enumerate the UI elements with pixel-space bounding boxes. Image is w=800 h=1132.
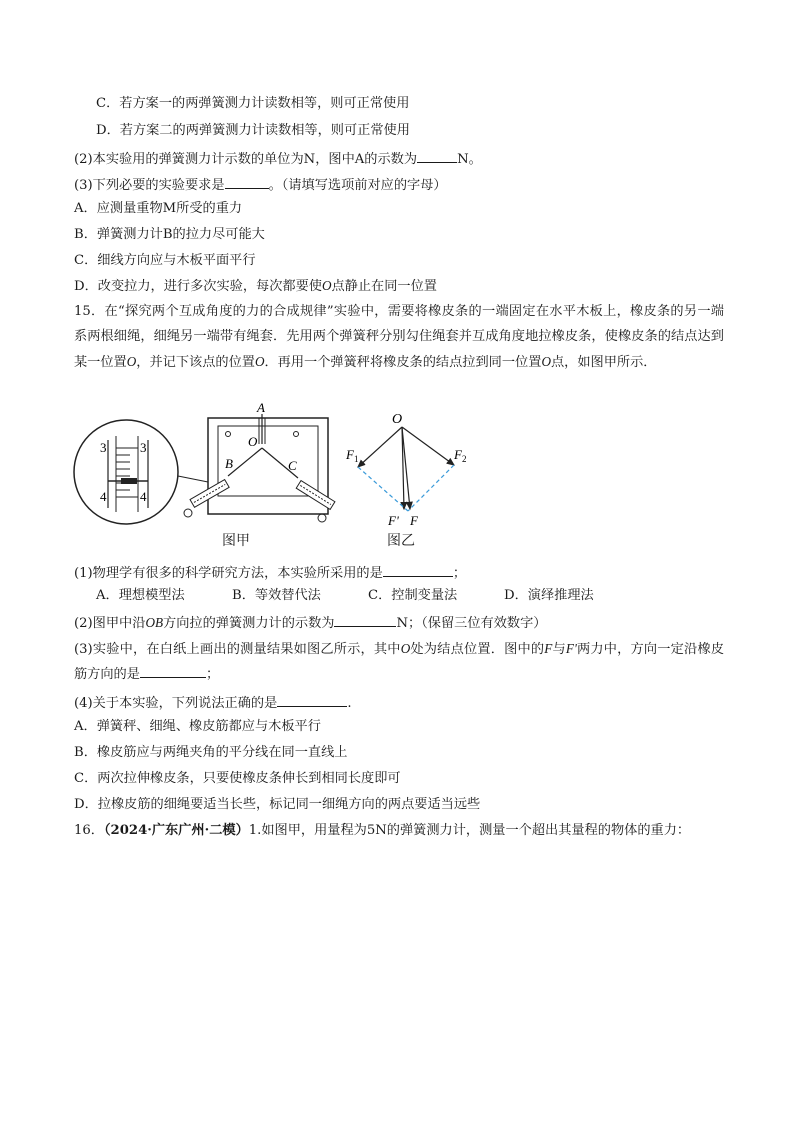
label-f-prime: F': [388, 513, 399, 528]
q16-source: （2024·广东广州·二模）: [103, 823, 249, 838]
q14-option-d: D．若方案二的两弹簧测力计读数相等，则可正常使用: [96, 123, 410, 138]
q15-part-2: (2)图甲中沿OB方向拉的弹簧测力计的示数为 N；（保留三位有效数字）: [74, 612, 546, 633]
zoom-circle: [74, 420, 178, 524]
q14-option-c: C．若方案一的两弹簧测力计读数相等，则可正常使用: [96, 96, 410, 111]
q14-part-2: (2)本实验用的弹簧测力计示数的单位为N，图中A的示数为 N。: [74, 148, 482, 169]
answer-blank[interactable]: [417, 148, 457, 163]
q15-part-4-option-d: D．拉橡皮筋的细绳要适当长些，标记同一细绳方向的两点要适当远些: [74, 797, 481, 812]
q15-part-3: (3)实验中，在白纸上画出的测量结果如图乙所示，其中O处为结点位置．图中的F与F'两力中，方向一定沿橡皮筋方向的是 ；: [74, 641, 725, 682]
figure-jia: [70, 400, 340, 535]
q16-stem: 16．（2024·广东广州·二模）1.如图甲，用量程为5N的弹簧测力计，测量一个超出其量程的物体的重力：: [74, 823, 691, 838]
label-c: C: [288, 458, 297, 473]
q15-part-4-option-b: B．橡皮筋应与两绳夹角的平分线在同一直线上: [74, 745, 348, 760]
answer-blank[interactable]: [334, 612, 396, 627]
answer-blank[interactable]: [140, 663, 206, 678]
spring-scale-b: [190, 480, 229, 508]
label-a: A: [257, 400, 265, 415]
spring-scale-c: [296, 481, 335, 510]
q15-part-1: (1)物理学有很多的科学研究方法，本实验所采用的是 ；: [74, 562, 466, 583]
q15-part-4: (4)关于本实验，下列说法正确的是 .: [74, 692, 352, 713]
caption-jia: 图甲: [222, 533, 250, 549]
label-f1: $F_1$: [346, 447, 359, 464]
dashed-f2: [408, 465, 454, 511]
q14-part-3-option-a: A．应测量重物M所受的重力: [74, 201, 243, 216]
label-o: O: [392, 412, 403, 427]
vector-f2: [402, 427, 454, 465]
q15-part-4-option-c: C．两次拉伸橡皮条，只要使橡皮条伸长到相同长度即可: [74, 771, 401, 786]
answer-blank[interactable]: [383, 562, 453, 577]
q14-part-3-option-b: B．弹簧测力计B的拉力尽可能大: [74, 227, 265, 242]
q15-part-4-option-a: A．弹簧秤、细绳、橡皮筋都应与木板平行: [74, 719, 321, 734]
answer-blank[interactable]: [225, 174, 269, 189]
label-f: F: [410, 513, 418, 528]
label-o: O: [248, 434, 258, 449]
label-f2: $F_2$: [454, 447, 467, 464]
answer-blank[interactable]: [277, 692, 347, 707]
vector-f1: [358, 427, 402, 467]
caption-yi: 图乙: [387, 533, 415, 549]
dashed-f1: [358, 467, 408, 511]
zoom-connector: [178, 476, 208, 482]
q15-part-1-options: A．理想模型法 B．等效替代法 C．控制变量法 D．演绎推理法: [96, 588, 594, 603]
figure-yi: [340, 405, 480, 530]
q14-part-3: (3)下列必要的实验要求是 。（请填写选项前对应的字母）: [74, 174, 447, 195]
label-b: B: [225, 456, 233, 471]
q14-part-3-option-c: C．细线方向应与木板平面平行: [74, 253, 256, 268]
q15-stem: 15．在“探究两个互成角度的力的合成规律”实验中，需要将橡皮条的一端固定在水平木板上，橡皮条的另一端系两根细绳，细绳另一端带有绳套．先用两个弹簧秤分别勾住绳套并互成角度地拉橡皮条，使橡皮条的结点达到某一位置O，并记下该点的位置O．再用一个弹簧秤将橡皮条的结点拉到同一位置O点，如图甲所示．: [74, 304, 724, 370]
scale-label-3-right: 3: [140, 440, 147, 455]
q14-part-3-option-d: D．改变拉力，进行多次实验，每次都要使O点静止在同一位置: [74, 278, 437, 294]
scale-label-4-right: 4: [140, 489, 147, 504]
scale-label-4-left: 4: [100, 489, 107, 504]
scale-label-3-left: 3: [100, 440, 107, 455]
